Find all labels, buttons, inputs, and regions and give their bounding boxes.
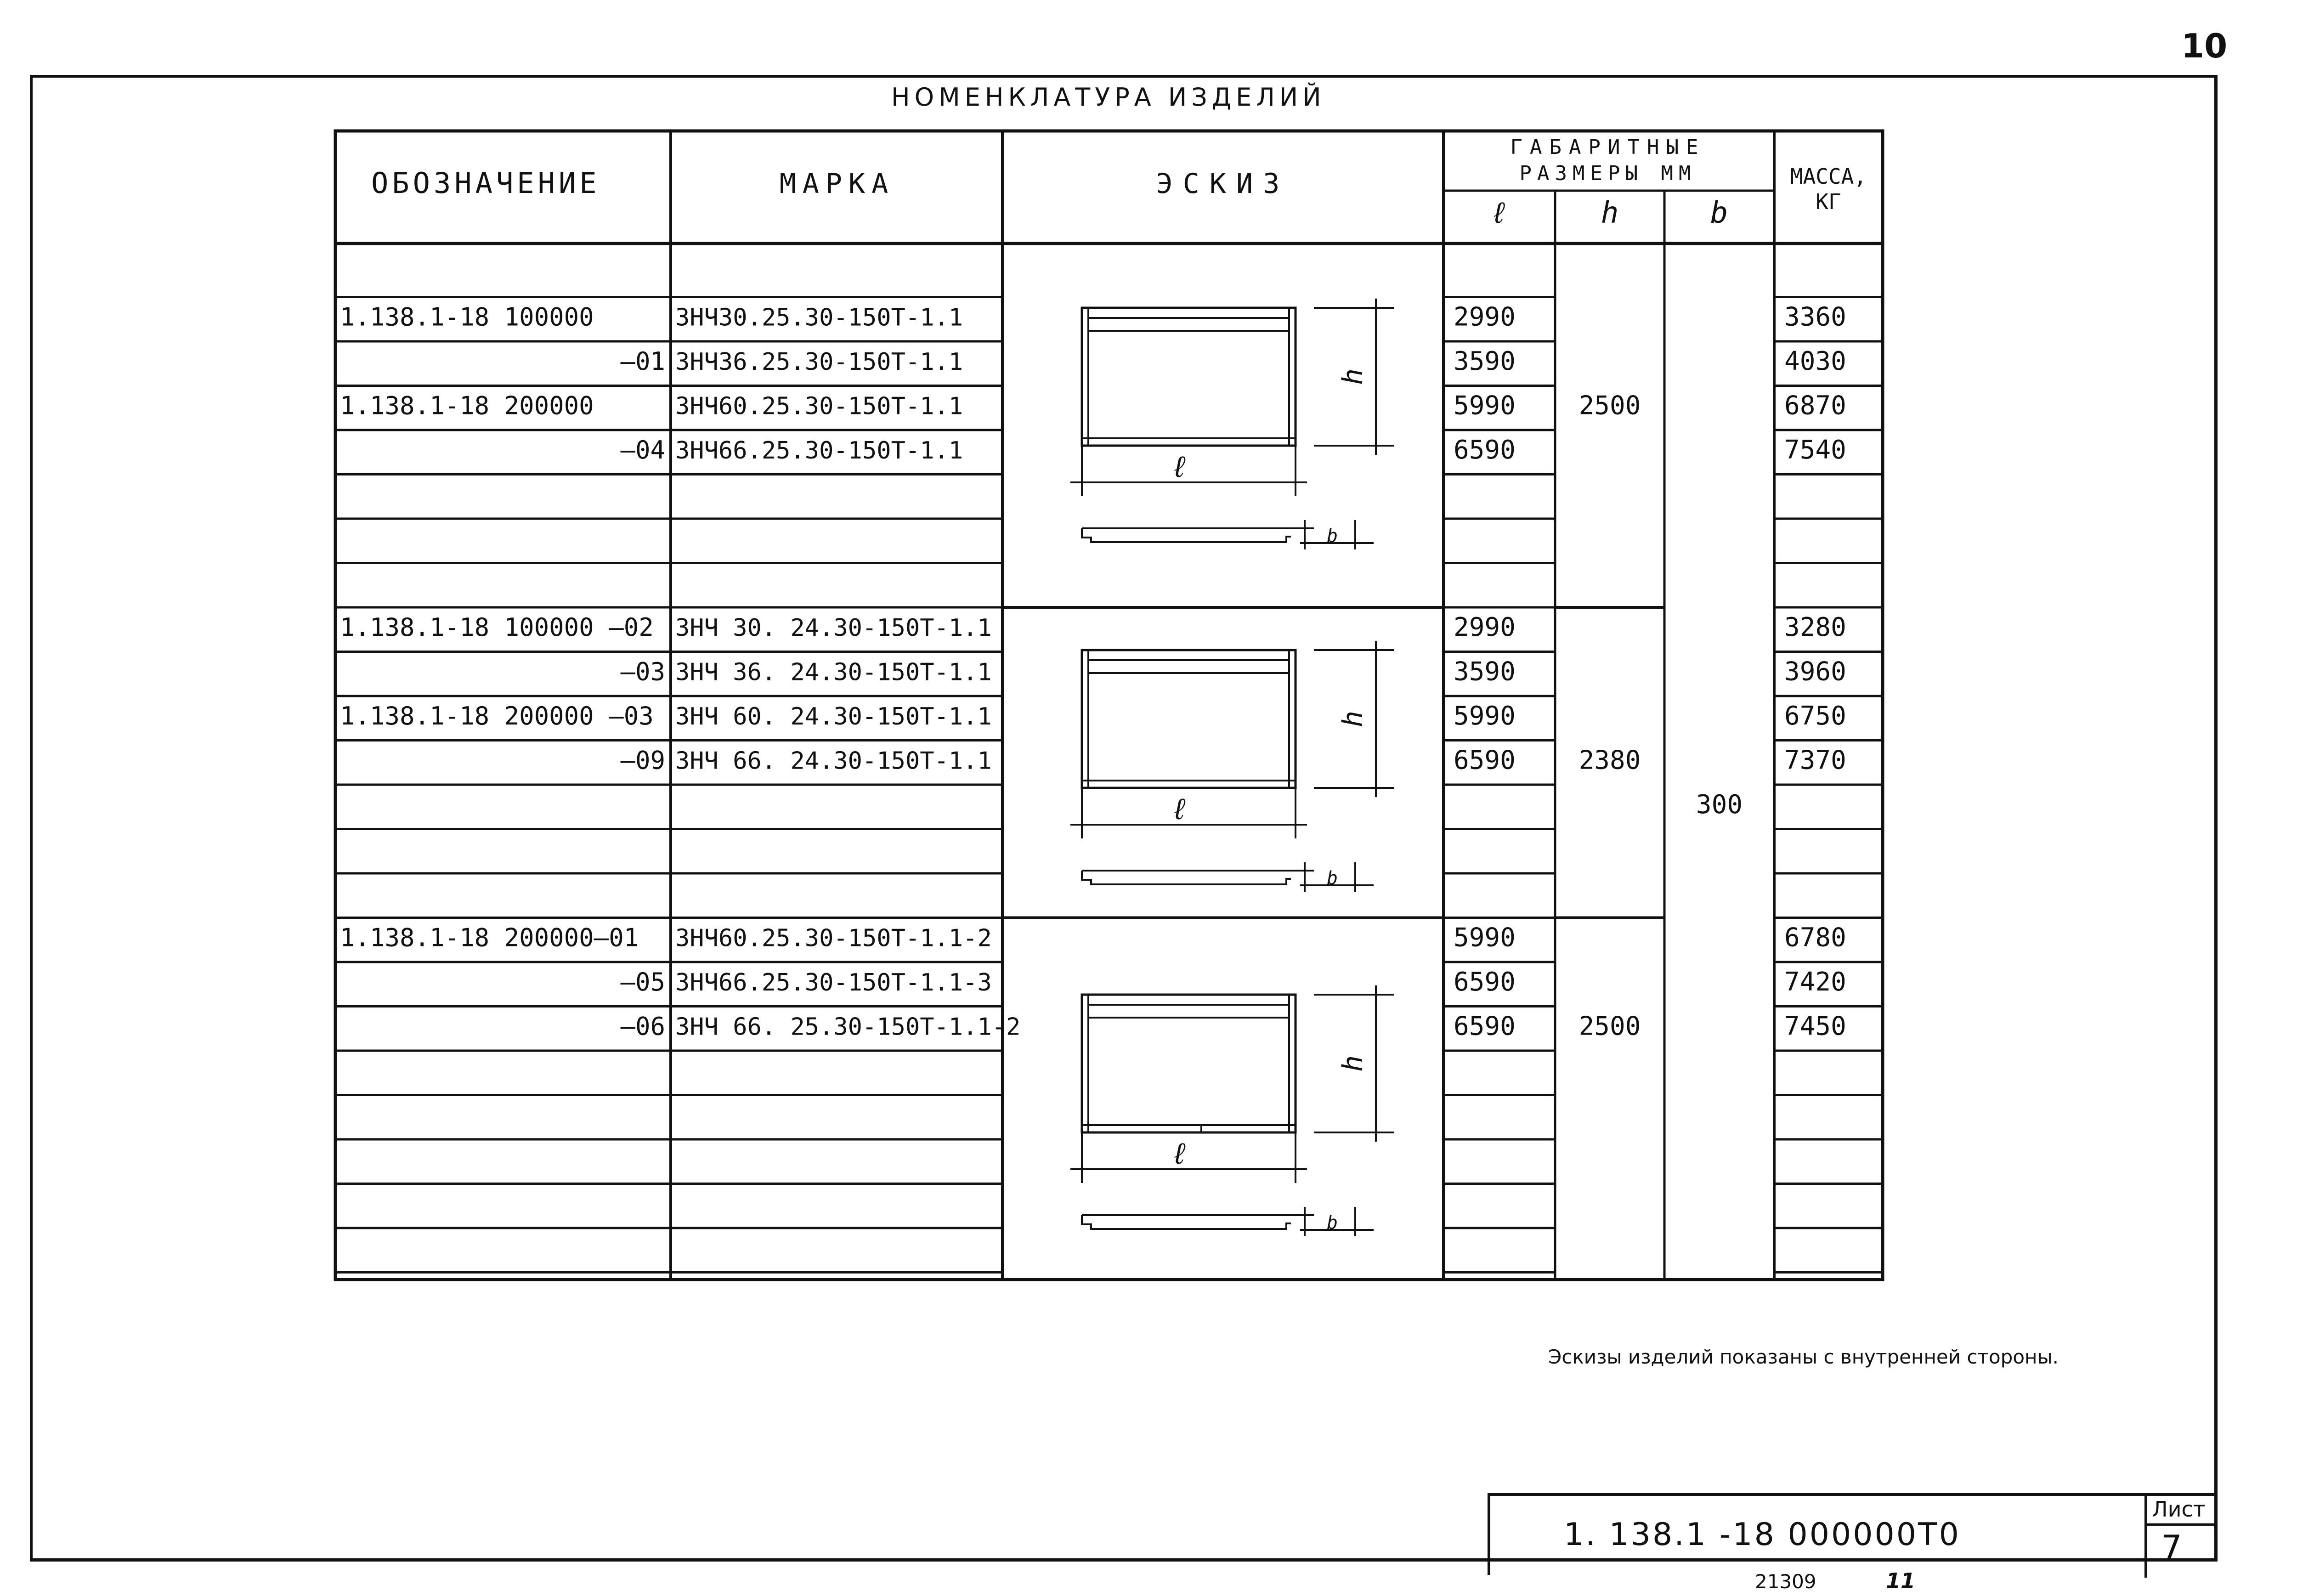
mass-cell: 6780 [1784,923,1846,953]
mark-cell: ЗНЧ66.25.30-150Т-1.1-3 [675,969,992,996]
length-cell: 3590 [1454,346,1516,376]
sketch-2-label-l: ℓ [1171,792,1188,826]
sketch-3-label-h: h [1337,1055,1369,1072]
sheet-number: 7 [2161,1528,2182,1567]
inventory-number: 21309 [1755,1570,1816,1593]
designation-cell: 1.138.1-18 200000 —03 [340,702,654,730]
header-mark: МАРКА [779,168,895,200]
sketch-2-label-h: h [1337,710,1369,728]
document-code: 1. 138.1 -18 000000Т0 [1564,1517,1961,1553]
header-h: h [1601,196,1619,230]
designation-cell: 1.138.1-18 100000 —02 [340,613,654,642]
title-block-divider [2144,1496,2147,1578]
header-designation: ОБОЗНАЧЕНИЕ [371,166,600,200]
mass-cell: 3280 [1784,612,1846,642]
mass-cell: 7450 [1784,1011,1846,1041]
width-cell: 300 [1696,790,1743,820]
mass-cell: 4030 [1784,346,1846,376]
designation-cell: 1.138.1-18 200000 [340,391,594,420]
length-cell: 2990 [1454,612,1516,642]
sheet-label: Лист [2152,1497,2206,1522]
header-sketch: ЭСКИЗ [1156,168,1290,200]
mark-cell: ЗНЧ66.25.30-150Т-1.1 [675,437,963,464]
sketch-2-label-b: b [1326,868,1338,889]
mark-cell: ЗНЧ60.25.30-150Т-1.1-2 [675,924,992,952]
mark-cell: ЗНЧ36.25.30-150Т-1.1 [675,348,963,376]
table-title: НОМЕНКЛАТУРА ИЗДЕЛИЙ [891,83,1326,112]
sketch-1-label-h: h [1337,368,1369,385]
sketch-1-label-b: b [1326,526,1338,547]
height-cell: 2500 [1578,391,1641,421]
footer-mark: 11 [1886,1568,1916,1593]
mark-cell: ЗНЧ 60. 24.30-150Т-1.1 [675,703,992,730]
title-block [1488,1493,2214,1575]
designation-cell: —06 [620,1012,665,1041]
designation-cell: —09 [620,746,665,775]
mass-cell: 7420 [1784,967,1846,997]
mark-cell: ЗНЧ 66. 24.30-150Т-1.1 [675,747,992,775]
header-dims-line2: РАЗМЕРЫ ММ [1519,162,1697,185]
height-cell: 2380 [1578,745,1641,775]
mass-cell: 3960 [1784,657,1846,687]
mass-cell: 6750 [1784,701,1846,731]
sketch-2-panel [1082,650,1296,788]
length-cell: 3590 [1454,657,1516,687]
length-cell: 5990 [1454,923,1516,953]
designation-cell: 1.138.1-18 200000—01 [340,923,639,952]
mark-cell: ЗНЧ60.25.30-150Т-1.1 [675,392,963,420]
sheet-label-underline [2147,1523,2217,1526]
sketch-2-section [1082,871,1314,884]
sketch-3-section [1082,1215,1314,1229]
note-text: Эскизы изделий показаны с внутренней стороны. [1548,1346,2059,1368]
designation-cell: 1.138.1-18 100000 [340,302,594,332]
designation-cell: —03 [620,657,665,686]
header-dims-line1: ГАБАРИТНЫЕ [1510,136,1706,159]
mass-cell: 3360 [1784,302,1846,332]
header-b: b [1710,196,1728,230]
mark-cell: ЗНЧ 30. 24.30-150Т-1.1 [675,614,992,642]
length-cell: 5990 [1454,701,1516,731]
mark-cell: ЗНЧ30.25.30-150Т-1.1 [675,304,963,332]
mark-cell: ЗНЧ 36. 24.30-150Т-1.1 [675,658,992,686]
length-cell: 5990 [1454,391,1516,421]
designation-cell: —05 [620,968,665,996]
length-cell: 6590 [1454,1011,1516,1041]
length-cell: 6590 [1454,745,1516,775]
sketch-1-label-l: ℓ [1171,450,1188,484]
sketch-1-panel [1082,308,1296,446]
mass-cell: 7540 [1784,435,1846,465]
designation-cell: —01 [620,347,665,376]
mass-cell: 6870 [1784,391,1846,421]
page-number: 10 [2181,27,2228,65]
length-cell: 6590 [1454,967,1516,997]
height-cell: 2500 [1578,1011,1641,1041]
sketch-3-panel [1082,995,1296,1132]
length-cell: 6590 [1454,435,1516,465]
designation-cell: —04 [620,436,665,464]
length-cell: 2990 [1454,302,1516,332]
header-mass-line1: МАССА, [1790,164,1867,189]
sketch-3-label-l: ℓ [1171,1137,1188,1171]
sketch-3-label-b: b [1326,1212,1338,1234]
header-mass-line2: КГ [1816,189,1841,214]
mark-cell: ЗНЧ 66. 25.30-150Т-1.1-2 [675,1013,1021,1041]
mass-cell: 7370 [1784,745,1846,775]
sketch-1-section [1082,528,1314,542]
header-l: ℓ [1490,196,1508,230]
